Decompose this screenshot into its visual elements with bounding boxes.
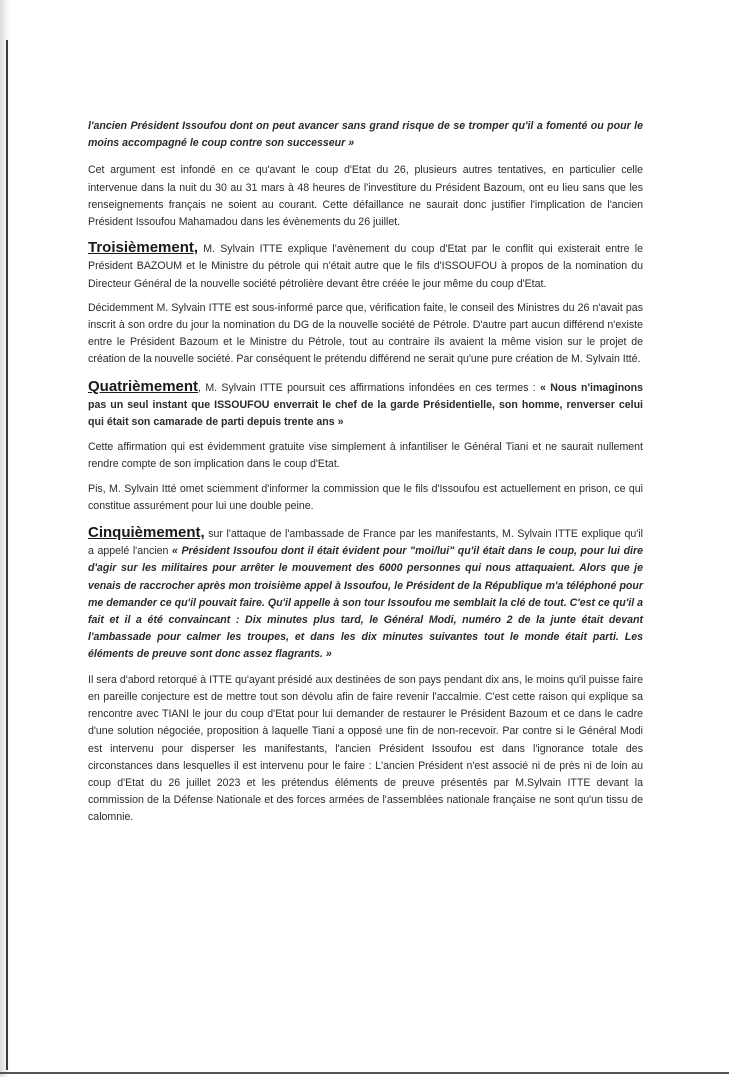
paragraph-text: Cette affirmation qui est évidemment gratuite vise simplement à infantiliser le Général Tiani et ne saurait nullement rendre compte de son implication dans le coup d'Etat. — [88, 441, 643, 471]
paragraph-affirmation-gratuite — [88, 439, 643, 473]
paragraph-text: Décidemment M. Sylvain ITTE est sous-informé parce que, vérification faite, le conseil des Ministres du 26 n'avait pas inscrit à son ordre du jour la nomination du DG de la nouvelle société de Pétrole. D'autre part aucun différend n'existe entre le Président Bazoum et le Ministre du Pétrole, tout au contraire ils avaient la même vision sur le projet de création de la nouvelle société. Par conséquent le prétendu différend ne serait qu'une pure création de M. Sylvain Itté. — [88, 301, 643, 366]
paragraph-retorque — [88, 672, 643, 827]
quote-text: « Président Issoufou dont il était évident pour "moi/lui" qu'il était dans le coup, pour lui dire d'agir sur les militaires pour arrêter le mouvement des 6000 personnes qui nous attaquaient. Alors que je venais de raccrocher après mon troisième appel à Issoufou, le Président de la République m'a téléphoné pour me demander ce qu'il pouvait faire. Qu'il appelle à son tour Issoufou me semblait la clé de tout. C'est ce qu'il a fait et il a été convaincant : Dix minutes plus tard, le Général Modi, numéro 2 de la junte était devant l'ambassade pour calmer les troupes, et dans les dix minutes suivantes tout le monde était parti. Les éléments de preuve sont donc assez flagrants. » — [88, 545, 643, 661]
paragraph-quatriemement — [88, 378, 643, 432]
paragraph-text: M. Sylvain ITTE explique l'avènement du coup d'Etat par le conflit qui existerait entre le Président BAZOUM et le Ministre du pétrole qui n'était autre que le fils d'ISSOUFOU à propos de la nomination du Directeur Général de la nouvelle société pétrolière devant être créée le jour même du coup d'Etat. — [88, 243, 643, 290]
document-body — [88, 118, 643, 837]
paragraph-cinquiemement — [88, 524, 643, 664]
paragraph-text: sur l'attaque de l'ambassade de France par les manifestants, M. Sylvain ITTE explique qu'il a appelé l'ancien — [88, 528, 643, 558]
left-margin-rule — [6, 40, 8, 1070]
paragraph-text: Il sera d'abord retorqué à ITTE qu'ayant présidé aux destinées de son pays pendant dix ans, le moins qu'il puisse faire en pareille conjecture est de mettre tout son dévolu afin de faire revenir l'accalmie. C'est cette raison qui explique sa rencontre avec TIANI le jour du coup d'Etat pour lui demander de restaurer le Président Bazoum et ce dans le cadre d'une solution négociée, proposition à laquelle Tiani a opposé une fin de non-recevoir. Par contre si le Général Modi est intervenu pour disperser les manifestants, l'ancien Président Issoufou est dans l'ignorance totale des circonstances dans lesquelles il est intervenu pour le faire : L'ancien Président n'est associé ni de près ni de loin au coup d'Etat du 26 juillet 2023 et les prétendus éléments de preuve présentés par M.Sylvain ITTE devant la commission de la Défense Nationale et des forces armées de l'assemblées nationale française ne sont qu'un tissu de calomnie. — [88, 673, 643, 824]
paragraph-troisiemement — [88, 239, 643, 293]
bottom-rule — [0, 1072, 729, 1074]
page-edge-shadow — [0, 0, 10, 1077]
section-heading-cinquiemement: Cinquièmement, — [88, 524, 205, 542]
paragraph-text: , M. Sylvain ITTE poursuit ces affirmations infondées en ces termes : — [198, 381, 541, 394]
paragraph-quote-conclusion — [88, 118, 643, 152]
section-heading-quatriemement: Quatrièmement — [88, 377, 199, 395]
quote-text: « Nous n'imaginons pas un seul instant que ISSOUFOU enverrait le chef de la garde Présidentielle, son homme, renverser celui qui était son camarade de parti depuis trente ans » — [88, 381, 644, 429]
paragraph-sous-informe — [88, 300, 643, 369]
paragraph-text: Cet argument est infondé en ce qu'avant le coup d'Etat du 26, plusieurs autres tentatives, en particulier celle intervenue dans la nuit du 30 au 31 mars à 48 heures de l'investiture du Président Bazoum, ont eu lieu sans que les renseignements français ne soient au courant. Cette défaillance ne saurait donc justifier l'implication de l'ancien Président Issoufou Mahamadou dans les évènements du 26 juillet. — [88, 164, 643, 229]
section-heading-troisiemement: Troisièmement, — [88, 239, 199, 257]
quote-text: l'ancien Président Issoufou dont on peut avancer sans grand risque de se tromper qu'il a fomenté ou pour le moins accompagné le coup contre son successeur » — [88, 120, 643, 150]
paragraph-pis — [88, 481, 643, 515]
paragraph-argument-rebuttal — [88, 162, 643, 231]
paragraph-text: Pis, M. Sylvain Itté omet sciemment d'informer la commission que le fils d'Issoufou est actuellement en prison, ce qui constitue assurément pour lui une double peine. — [88, 482, 643, 512]
